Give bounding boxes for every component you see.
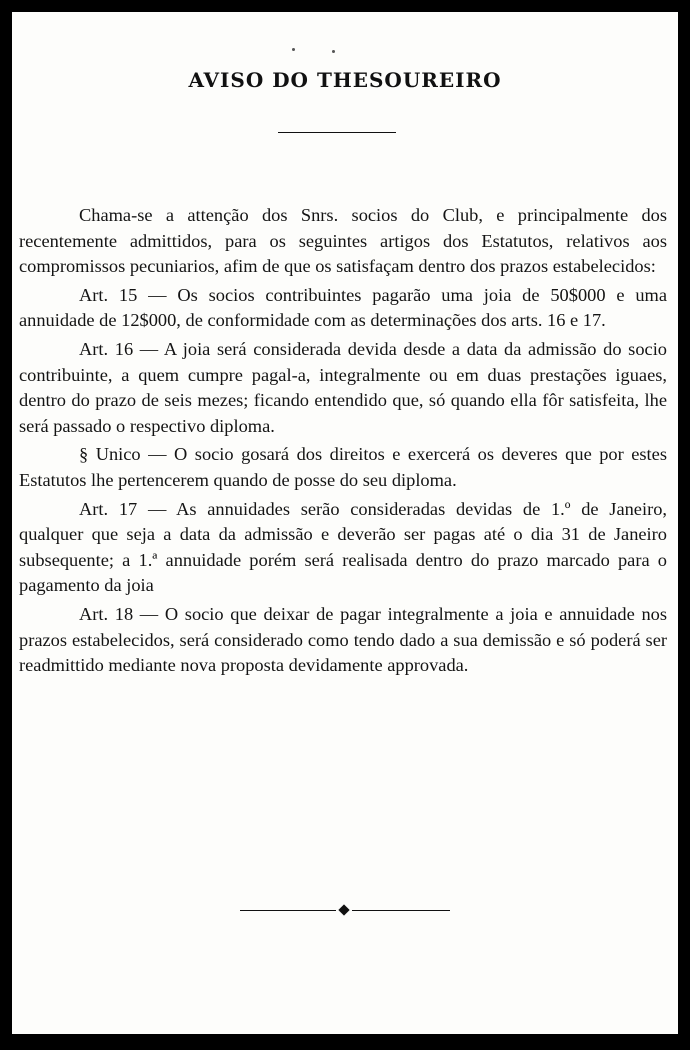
paragraph-art-17: Art. 17 — As annuidades serão consideradas devidas de 1.º de Janeiro, qualquer que seja a data da admissão e deverão ser pagas até o dia 31 de Janeiro subsequente; a 1.ª annuidade porém será realisada dentro do prazo marcado para o pagamento da joia [19,498,667,596]
paragraph-art-15: Art. 15 — Os socios contribuintes pagarão uma joia de 50$000 e uma annuidade de 12$000, de conformidade com as determinações dos arts. 16 e 17. [19,284,667,331]
speck [292,48,295,51]
document-body [19,203,667,682]
paragraph-art-18: Art. 18 — O socio que deixar de pagar integralmente a joia e annuidade nos prazos estabelecidos, será considerado como tendo dado a sua demissão e só poderá ser readmittido mediante nova proposta devidamente approvada. [19,603,667,676]
document-page [12,12,678,1034]
paragraph-art-16: Art. 16 — A joia será considerada devida desde a data da admissão do socio contribuinte, a quem cumpre pagal-a, integralmente ou em duas prestações iguaes, dentro do prazo de seis mezes; ficando entendido que, só quando ella fôr satisfeita, lhe será passado o respectivo diploma. [19,338,667,436]
end-ornament [240,904,450,918]
paragraph-intro: Chama-se a attenção dos Snrs. socios do Club, e principalmente dos recentemente admittidos, para os seguintes artigos dos Estatutos, relativos aos compromissos pecuniarios, afim de que os satisfaçam dentro dos prazos estabelecidos: [19,205,667,277]
ornament-diamond-icon [338,904,349,915]
ornament-line-right [352,910,450,911]
paragraph-unico: § Unico — O socio gosará dos direitos e exercerá os deveres que por estes Estatutos lhe pertencerem quando de posse do seu diploma. [19,444,667,490]
speck [332,50,335,53]
document-title: AVISO DO THESOUREIRO [188,68,502,92]
ornament-line-left [240,910,336,911]
title-rule [278,132,396,133]
scan-specks [282,46,352,58]
